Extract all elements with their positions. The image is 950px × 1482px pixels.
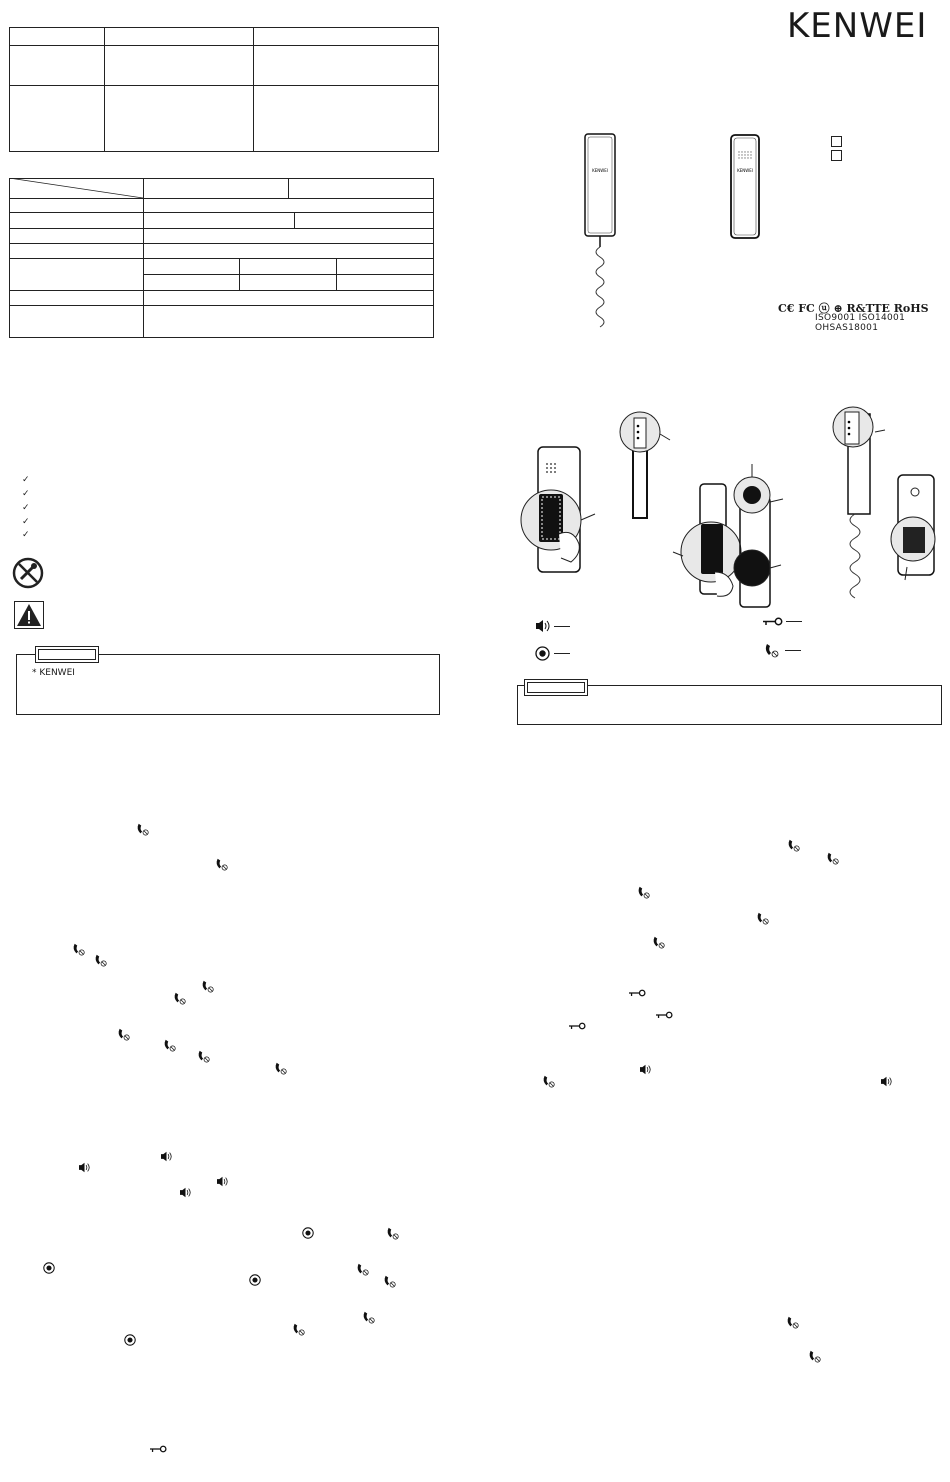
model-checkbox[interactable] [831,136,842,147]
notice-tag [524,679,588,696]
record-button-icon [302,1227,314,1239]
warning-icon [14,601,44,629]
svg-text:KENWEI: KENWEI [592,168,608,173]
speaker-icon [160,1151,173,1162]
handset-icon [764,642,780,658]
handset-operation-diagram [515,402,945,617]
no-disassembly-icon [12,557,44,589]
speaker-icon [639,1064,652,1075]
bullet-mark: ✓ [22,488,30,498]
notice-box [16,654,440,715]
table-diagonal [9,178,144,199]
record-button-icon [249,1274,261,1286]
bullet-mark: ✓ [22,529,30,539]
handset-icon [386,1226,400,1240]
handset-icon [786,1315,800,1329]
speaker-icon [216,1176,229,1187]
record-button-icon [124,1334,136,1346]
handset-icon [637,885,651,899]
handset-icon [215,857,229,871]
handset-icon [117,1027,131,1041]
handset-icon [292,1322,306,1336]
handset-icon [72,942,86,956]
key-icon [763,617,783,626]
speaker-icon [880,1076,893,1087]
handset-side-image [728,132,762,242]
key-icon [656,1011,673,1019]
svg-text:KENWEI: KENWEI [737,168,753,173]
handset-icon [542,1074,556,1088]
handset-icon [652,935,666,949]
handset-icon [136,822,150,836]
key-icon [569,1022,586,1030]
handset-icon [356,1262,370,1276]
speaker-icon [78,1162,91,1173]
speaker-icon [179,1187,192,1198]
speaker-icon [535,619,551,633]
bullet-mark: ✓ [22,474,30,484]
record-button-icon [43,1262,55,1274]
handset-icon [362,1310,376,1324]
bullet-mark: ✓ [22,502,30,512]
certification-marks: C€ FC ⓤ ⊕ R&TTE RoHS [778,302,929,315]
handset-icon [826,851,840,865]
handset-icon [197,1049,211,1063]
handset-icon [94,953,108,967]
bullet-mark: ✓ [22,516,30,526]
handset-icon [274,1061,288,1075]
model-checkbox[interactable] [831,150,842,161]
handset-icon [756,911,770,925]
handset-icon [383,1274,397,1288]
handset-icon [163,1038,177,1052]
brand-logo: KENWEI [787,6,928,46]
key-icon [150,1445,167,1453]
handset-icon [173,991,187,1005]
key-icon [629,989,646,997]
notice-tag [35,646,99,663]
handset-front-image [580,132,620,332]
handset-icon [201,979,215,993]
handset-icon [808,1349,822,1363]
iso-standards: ISO9001 ISO14001 OHSAS18001 [815,313,906,333]
handset-icon [787,838,801,852]
record-button-icon [535,646,550,661]
notice-text: * KENWEI [32,668,75,678]
